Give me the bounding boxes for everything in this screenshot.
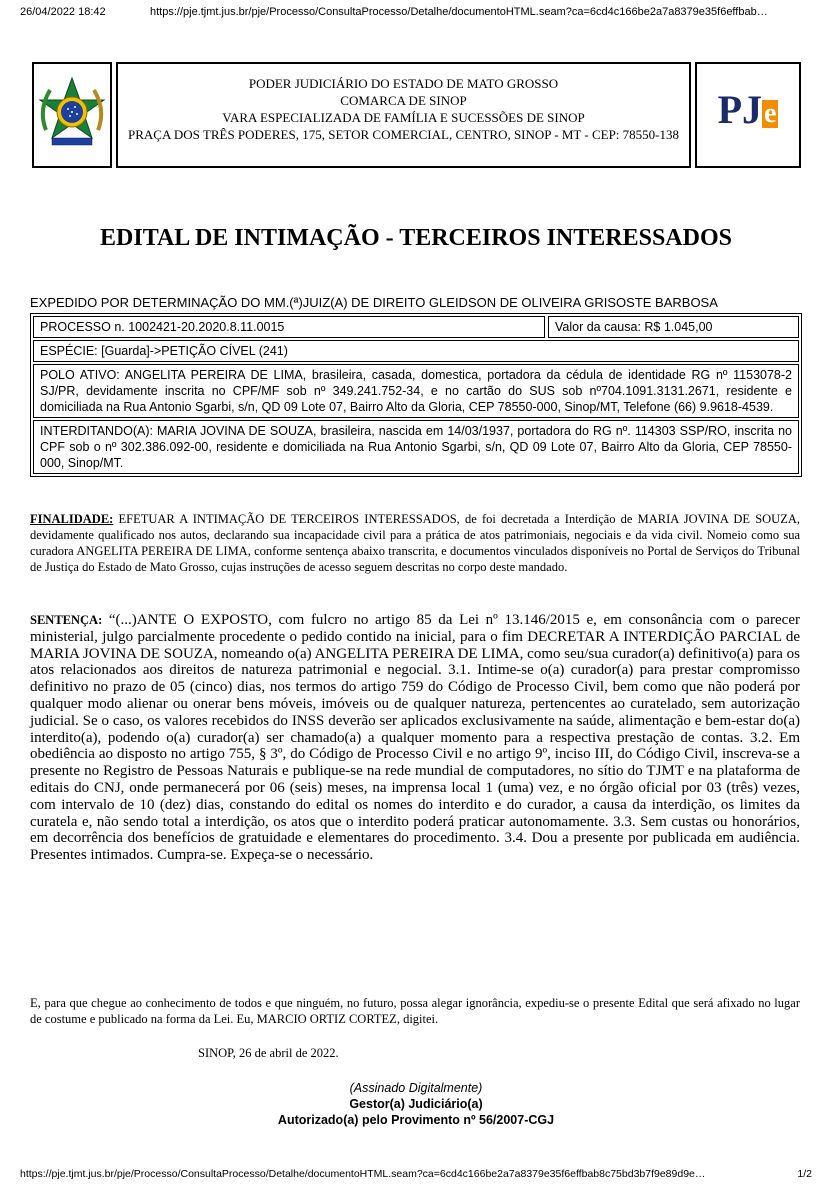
pje-logo (697, 86, 799, 134)
case-details-table (30, 313, 802, 477)
polo-ativo: POLO ATIVO: ANGELITA PEREIRA DE LIMA, brasileira, casada, domestica, portadora da cédula de identidade RG nº 1153078-2 SJ/PR, devidamente inscrita no CPF/MF sob nº 349.241.752-34, e no cartão do SUS sob nº704.1091.3131.2671, residente e domiciliada na Rua Antonio Sgarbi, s/n, QD 09 Lote 07, Bairro Alto da Gloria, CEP 78550-000, Sinop/MT, Telefone (66) 9.9618-4539. (33, 364, 799, 418)
interditando: INTERDITANDO(A): MARIA JOVINA DE SOUZA, brasileira, nascida em 14/03/1937, portadora do RG nº. 114303 SSP/RO, inscrita no CPF sob o nº 302.386.092-00, residente e domiciliada na Rua Antonio Sgarbi, s/n, QD 09 Lote 07, Bairro Alto da Gloria, CEP 78550-000, Sinop/MT. (33, 420, 799, 474)
pje-logo-e: e (764, 97, 777, 129)
pje-logo-p: P (717, 87, 742, 132)
court-name: PODER JUDICIÁRIO DO ESTADO DE MATO GROSSO (248, 76, 559, 91)
print-url-bottom: https://pje.tjmt.jus.br/pje/Processo/ConsultaProcesso/Detalhe/documentoHTML.seam?ca=6cd4c166be2a7a8379e35f6effbab8c75bd3b7f9e89d9e… (20, 1168, 706, 1180)
processo-row (33, 316, 799, 338)
print-page-number: 1/2 (797, 1168, 812, 1180)
valor-causa: Valor da causa: R$ 1.045,00 (548, 316, 799, 338)
browser-print-footer (20, 1168, 812, 1184)
print-url-top: https://pje.tjmt.jus.br/pje/Processo/ConsultaProcesso/Detalhe/documentoHTML.seam?ca=6cd4c166be2a7a8379e35f6effbab… (150, 6, 768, 18)
finalidade-text: EFETUAR A INTIMAÇÃO DE TERCEIROS INTERESSADOS, de foi decretada a Interdição de MARIA JOVINA DE SOUZA, devidamente qualificado nos autos, declarando sua incapacidade civil para a prática de atos patrimoniais, negociais e da vida civil. Nomeio como sua curadora ANGELITA PEREIRA DE LIMA, conforme sentença abaixo transcrita, e documentos vinculados disponíveis no Portal de Serviços do Tribunal de Justiça do Estado de Mato Grosso, cujas instruções de acesso seguem descritas no corpo deste mandado. (30, 512, 800, 574)
court-address: PRAÇA DOS TRÊS PODERES, 175, SETOR COMERCIAL, CENTRO, SINOP - MT - CEP: 78550-138 (127, 127, 679, 142)
document-header (32, 62, 801, 170)
document-title: EDITAL DE INTIMAÇÃO - TERCEIROS INTERESSADOS (100, 225, 732, 251)
finalidade-label: FINALIDADE: (30, 512, 114, 526)
processo-number: PROCESSO n. 1002421-20.2020.8.11.0015 (33, 316, 545, 338)
finalidade-paragraph (30, 511, 800, 575)
print-datetime: 26/04/2022 18:42 (20, 6, 106, 18)
coat-of-arms-icon (34, 64, 110, 166)
signature-digital: (Assinado Digitalmente) (349, 1081, 483, 1095)
court-header-box (116, 62, 691, 168)
especie: ESPÉCIE: [Guarda]->PETIÇÃO CÍVEL (241) (33, 340, 799, 362)
signature-authorization: Autorizado(a) pelo Provimento nº 56/2007-CGJ (277, 1113, 555, 1127)
vara-name: VARA ESPECIALIZADA DE FAMÍLIA E SUCESSÕES DE SINOP (222, 110, 585, 125)
signature-block (0, 1080, 832, 1128)
expedido-line: EXPEDIDO POR DETERMINAÇÃO DO MM.(ª)JUIZ(A) DE DIREITO GLEIDSON DE OLIVEIRA GRISOSTE BARBOSA (30, 295, 718, 310)
browser-print-header (20, 6, 812, 24)
seal-box (32, 62, 112, 168)
place-date: SINOP, 26 de abril de 2022. (198, 1046, 339, 1060)
sentenca-paragraph (30, 612, 800, 864)
signature-role: Gestor(a) Judiciário(a) (349, 1097, 483, 1111)
closing-paragraph: E, para que chegue ao conhecimento de todos e que ninguém, no futuro, possa alegar ignorância, expediu-se o presente Edital que será afixado no lugar de costume e publicado na forma da Lei. Eu, MARCIO ORTIZ CORTEZ, digitei. (30, 996, 800, 1026)
pje-logo-box (695, 62, 801, 168)
pje-logo-j: J (742, 87, 762, 132)
comarca-name: COMARCA DE SINOP (340, 93, 467, 108)
sentenca-text: “(...)ANTE O EXPOSTO, com fulcro no artigo 85 da Lei nº 13.146/2015 e, em consonância com o parecer ministerial, julgo parcialmente procedente o pedido contido na inicial, para o fim DECRETAR A INTERDIÇÃO PARCIAL de MARIA JOVINA DE SOUZA, nomeando o(a) ANGELITA PEREIRA DE LIMA, como seu/sua curador(a) definitivo(a) para os atos relacionados aos direitos de natureza patrimonial e negocial. 3.1. Intime-se o(a) curador(a) para prestar compromisso definitivo no prazo de 05 (cinco) dias, nos termos do artigo 759 do Código de Processo Civil, bem como que não poderá por qualquer modo alienar ou onerar bens móveis, imóveis ou de qualquer natureza, pertencentes ao curatelado, sem autorização judicial. Se o caso, os valores recebidos do INSS deverão ser aplicados exclusivamente na saúde, alimentação e bem-estar do(a) interdito(a), podendo o(a) curador(a) ser chamado(a) a qualquer momento para a respectiva prestação de contas. 3.2. Em obediência ao disposto no artigo 755, § 3º, do Código de Processo Civil e no artigo 9º, inciso III, do Código Civil, inscreva-se a presente no Registro de Pessoas Naturais e publique-se na rede mundial de computadores, no sítio do TJMT e na plataforma de editais do CNJ, onde permanecerá por 06 (seis) meses, na imprensa local 1 (uma) vez, e no órgão oficial por 03 (três) vezes, com intervalo de 10 (dez) dias, constando do edital os nomes do interdito e do curador, a causa da interdição, os limites da curatela e, não sendo total a interdição, os atos que o interdito poderá praticar autonomamente. 3.3. Sem custas ou honorários, em decorrência dos benefícios de gratuidade e elementares do procedimento. 3.4. Dou a presente por publicada em audiência. Presentes intimados. Cumpra-se. Expeça-se o necessário. (30, 612, 800, 864)
sentenca-label: SENTENÇA: (30, 613, 103, 627)
